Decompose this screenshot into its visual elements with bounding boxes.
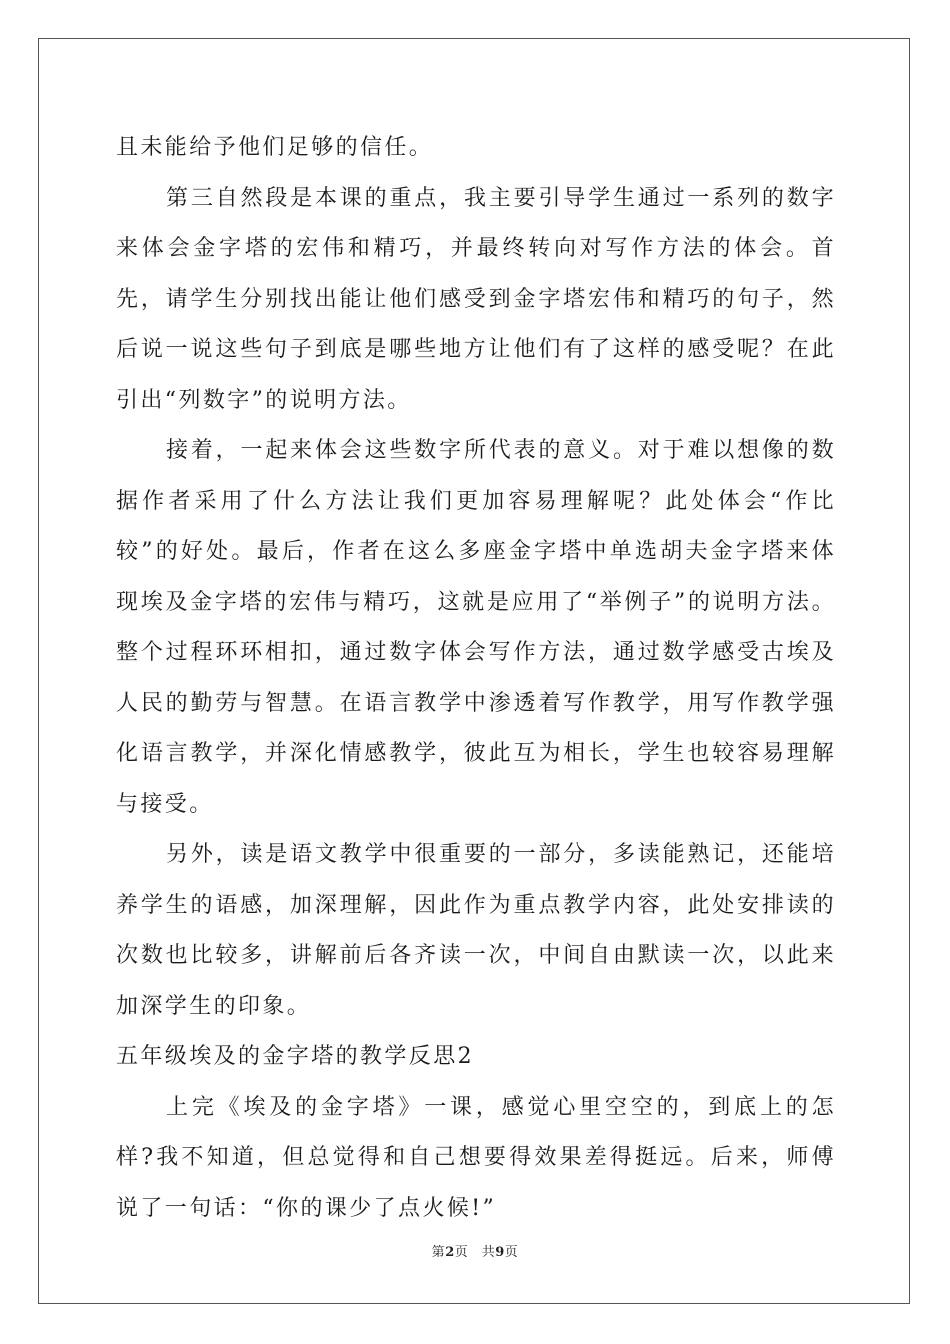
paragraph-reading: 另外，读是语文教学中很重要的一部分，多读能熟记，还能培养学生的语感，加深理解，因此作为重点教学内容，此处安排读的次数也比较多，讲解前后各齐读一次，中间自由默读一次，以此来加深学生的印象。 [116,842,836,1019]
paragraph-reflection-intro: 上完《埃及的金字塔》一课，感觉心里空空的，到底上的怎样?我不知道，但总觉得和自己想要得效果差得挺远。后来，师傅说了一句话：“你的课少了点火候!” [116,1094,836,1221]
page-footer [0,1241,950,1260]
paragraph-third-section-focus: 第三自然段是本课的重点，我主要引导学生通过一系列的数字来体会金字塔的宏伟和精巧，并最终转向对写作方法的体会。首先，请学生分别找出能让他们感受到金字塔宏伟和精巧的句子，然后说一说这些句子到底是哪些地方让他们有了这样的感受呢？在此引出“列数字”的说明方法。 [116,185,836,413]
paragraph-numbers-meaning: 接着，一起来体会这些数字所代表的意义。对于难以想像的数据作者采用了什么方法让我们更加容易理解呢？此处体会“作比较”的好处。最后，作者在这么多座金字塔中单选胡夫金字塔来体现埃及金字塔的宏伟与精巧，这就是应用了“举例子”的说明方法。整个过程环环相扣，通过数字体会写作方法，通过数学感受古埃及人民的勤劳与智慧。在语言教学中渗透着写作教学，用写作教学强化语言教学，并深化情感教学，彼此互为相长，学生也较容易理解与接受。 [116,438,836,817]
section-heading: 五年级埃及的金字塔的教学反思2 [116,1044,474,1069]
footer-total-pages: 9 [495,1245,505,1260]
footer-page-number: 2 [445,1245,455,1260]
paragraph-continuation: 且未能给予他们足够的信任。 [116,135,434,160]
footer-prefix: 第 [431,1245,446,1260]
document-body [116,123,836,1234]
footer-suffix: 页 [504,1245,519,1260]
footer-mid: 页 共 [454,1245,496,1260]
